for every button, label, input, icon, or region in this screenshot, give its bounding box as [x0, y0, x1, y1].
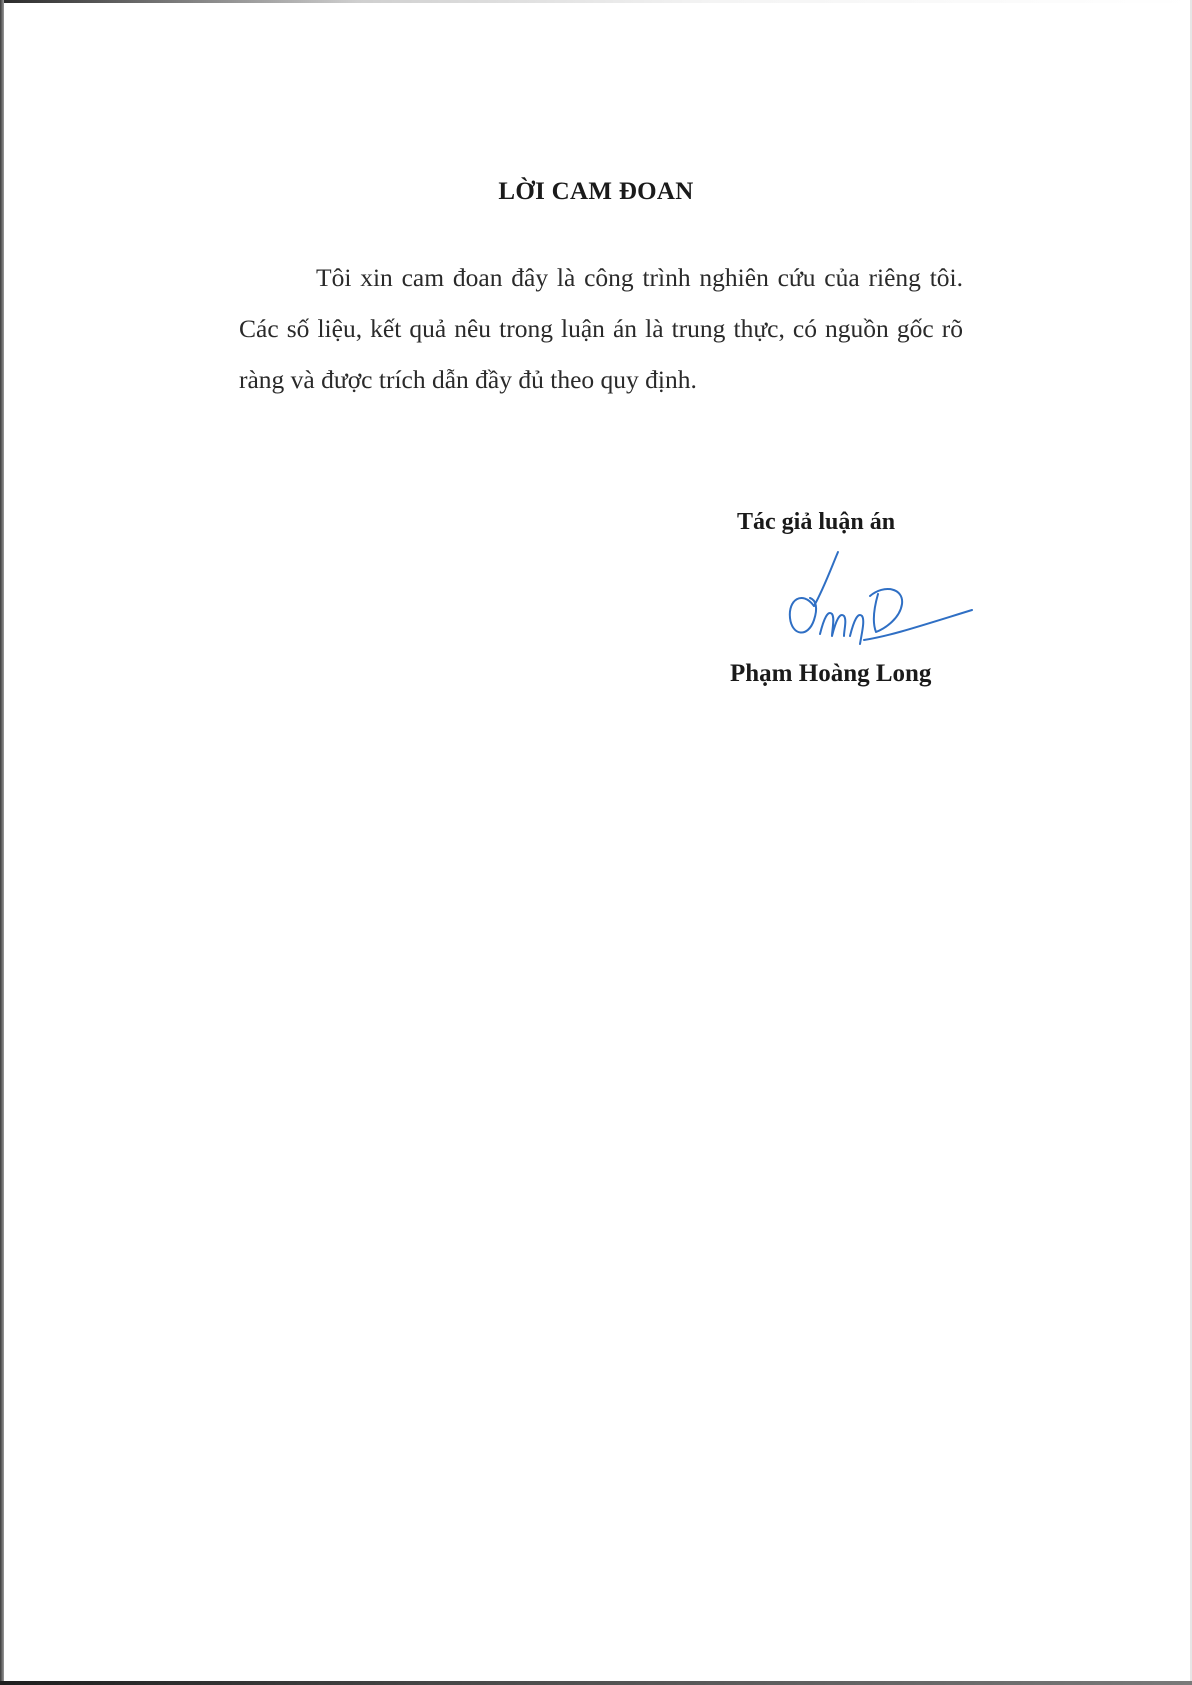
scan-edge-top: [0, 0, 1192, 3]
scan-edge-bottom: [0, 1681, 1192, 1685]
page-title: LỜI CAM ĐOAN: [498, 178, 694, 205]
author-name: Phạm Hoàng Long: [730, 660, 932, 687]
signature-image: [780, 548, 975, 646]
author-label: Tác giả luận án: [737, 509, 896, 535]
declaration-paragraph: Tôi xin cam đoan đây là công trình nghiên cứu của riêng tôi. Các số liệu, kết quả nêu trong luận án là trung thực, có nguồn gốc rõ ràng và được trích dẫn đầy đủ theo quy định.: [239, 263, 963, 394]
scan-edge-left: [0, 0, 4, 1685]
